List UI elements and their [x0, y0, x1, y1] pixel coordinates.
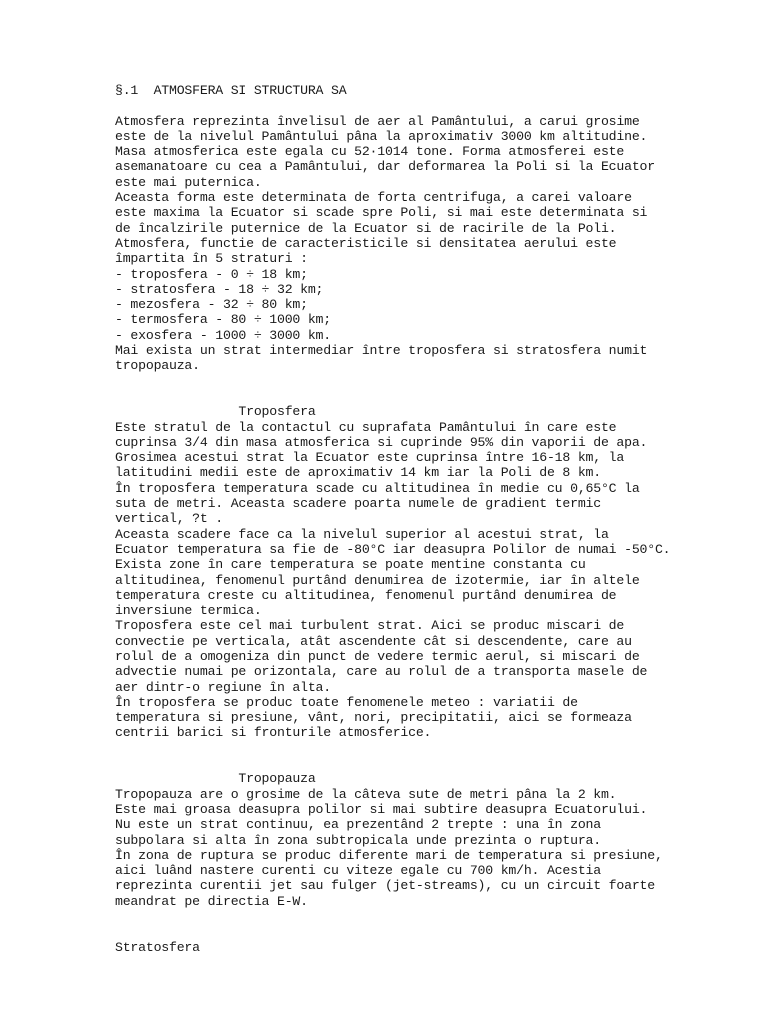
text-line: reprezinta curentii jet sau fulger (jet-streams), cu un circuit foarte [115, 878, 655, 894]
text-line: Este mai groasa deasupra polilor si mai subtire deasupra Ecuatorului. [115, 801, 648, 817]
text-line: Atmosfera, functie de caracteristicile si densitatea aerului este [115, 235, 617, 251]
text-line: este mai puternica. [115, 174, 262, 190]
text-line: Mai exista un strat intermediar între troposfera si stratosfera numit [115, 343, 648, 359]
list-item: - stratosfera - 18 ÷ 32 km; [115, 281, 324, 297]
text-line: este de la nivelul Pamântului pâna la aproximativ 3000 km altitudine. [115, 128, 648, 144]
stratosfera-heading: Stratosfera [115, 939, 200, 955]
text-line: În troposfera temperatura scade cu altitudinea în medie cu 0,65°C la [115, 480, 640, 496]
section-title: §.1 ATMOSFERA SI STRUCTURA SA [115, 83, 347, 98]
text-line: inversiune termica. [115, 603, 262, 619]
text-line: În troposfera se produc toate fenomenele meteo : variatii de [115, 694, 578, 710]
spacer [115, 741, 755, 756]
text-line: Tropopauza are o grosime de la câteva sute de metri pâna la 2 km. [115, 786, 617, 802]
text-line: Ecuator temperatura sa fie de -80°C iar deasupra Polilor de numai -50°C. [115, 541, 671, 557]
troposfera-heading: Troposfera [115, 404, 316, 420]
document-page [115, 83, 755, 955]
text-line: Troposfera este cel mai turbulent strat. Aici se produc miscari de [115, 618, 625, 634]
troposfera-section [115, 404, 755, 741]
text-line: latitudini medii este de aproximativ 14 km iar la Poli de 8 km. [115, 465, 601, 481]
spacer [115, 389, 755, 404]
spacer [115, 909, 755, 924]
text-line: Atmosfera reprezinta învelisul de aer al Pamântului, a carui grosime [115, 113, 640, 129]
text-line: rolul de a omogeniza din punct de vedere termic aerul, si miscari de [115, 648, 640, 664]
text-line: meandrat pe directia E-W. [115, 893, 308, 909]
spacer [115, 756, 755, 771]
text-line: subpolara si alta în zona subtropicala unde prezinta o ruptura. [115, 832, 601, 848]
text-line: vertical, ?t . [115, 511, 223, 527]
tropopauza-section [115, 771, 755, 909]
text-line: suta de metri. Aceasta scadere poarta numele de gradient termic [115, 496, 601, 512]
text-line: de încalzirile puternice de la Ecuator si de racirile de la Poli. [115, 220, 617, 236]
text-line: este maxima la Ecuator si scade spre Poli, si mai este determinata si [115, 205, 648, 221]
text-line: Grosimea acestui strat la Ecuator este cuprinsa între 16-18 km, la [115, 450, 625, 466]
text-line: temperatura si presiune, vânt, nori, precipitatii, aici se formeaza [115, 710, 632, 726]
text-line: Exista zone în care temperatura se poate mentine constanta cu [115, 557, 586, 573]
intro-paragraph [115, 114, 755, 374]
text-line: centrii barici si fronturile atmosferice. [115, 725, 432, 741]
text-line: cuprinsa 3/4 din masa atmosferica si cuprinde 95% din vaporii de apa. [115, 434, 648, 450]
spacer [115, 924, 755, 939]
text-line: Aceasta forma este determinata de forta centrifuga, a carei valoare [115, 190, 632, 206]
text-line: Aceasta scadere face ca la nivelul superior al acestui strat, la [115, 526, 609, 542]
text-line: tropopauza. [115, 358, 200, 374]
list-item: - troposfera - 0 ÷ 18 km; [115, 266, 308, 282]
list-item: - mezosfera - 32 ÷ 80 km; [115, 297, 308, 313]
text-line: împartita în 5 straturi : [115, 251, 308, 267]
text-line: convectie pe verticala, atât ascendente cât si descendente, care au [115, 633, 632, 649]
text-line: Masa atmosferica este egala cu 52·1014 tone. Forma atmosferei este [115, 144, 625, 160]
stratosfera-section [115, 940, 755, 955]
text-line: temperatura creste cu altitudinea, fenomenul purtând denumirea de [115, 587, 617, 603]
text-line: În zona de ruptura se produc diferente mari de temperatura si presiune, [115, 847, 663, 863]
tropopauza-heading: Tropopauza [115, 771, 316, 787]
text-line: aici luând nastere curenti cu viteze egale cu 700 km/h. Acestia [115, 863, 601, 879]
list-item: - termosfera - 80 ÷ 1000 km; [115, 312, 331, 328]
text-line: Este stratul de la contactul cu suprafata Pamântului în care este [115, 419, 617, 435]
spacer [115, 98, 755, 113]
list-item: - exosfera - 1000 ÷ 3000 km. [115, 327, 331, 343]
text-line: Nu este un strat continuu, ea prezentând 2 trepte : una în zona [115, 817, 601, 833]
text-line: advectie numai pe orizontala, care au rolul de a transporta masele de [115, 664, 648, 680]
text-line: altitudinea, fenomenul purtând denumirea de izotermie, iar în altele [115, 572, 640, 588]
text-line: aer dintr-o regiune în alta. [115, 679, 331, 695]
spacer [115, 374, 755, 389]
text-line: asemanatoare cu cea a Pamântului, dar deformarea la Poli si la Ecuator [115, 159, 655, 175]
